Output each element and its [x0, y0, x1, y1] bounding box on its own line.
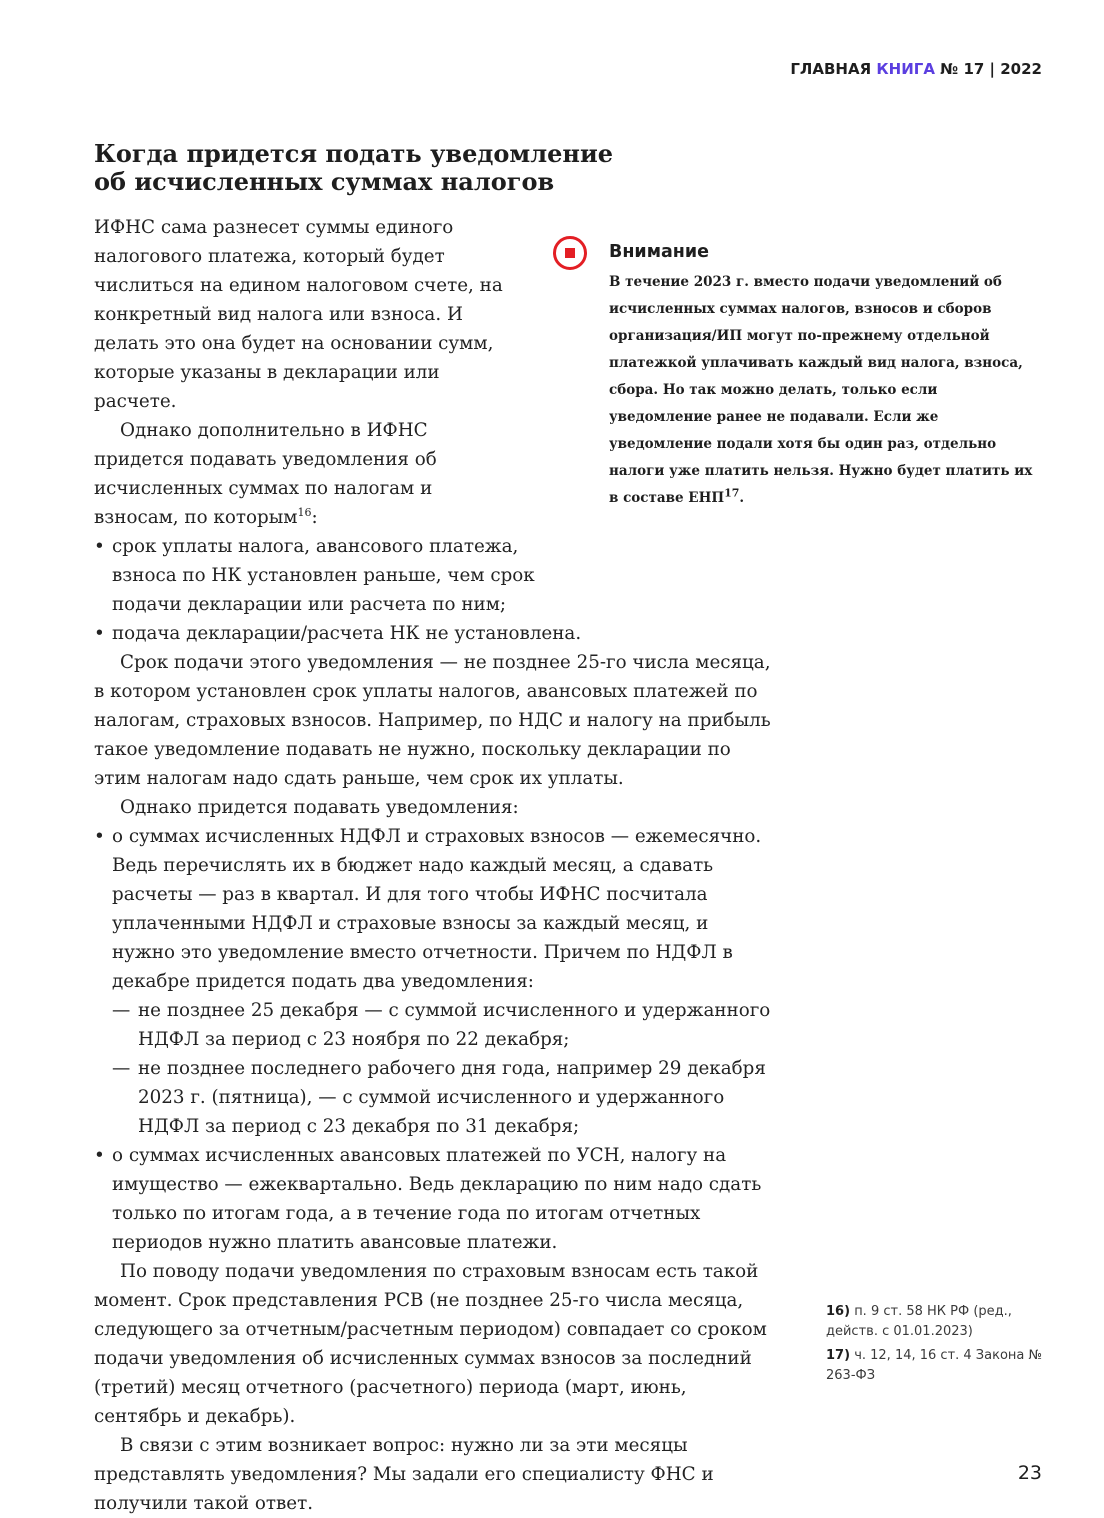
- bullet-text: о суммах исчисленных НДФЛ и страховых взносов — ежемесячно. Ведь перечислять их в бюджет надо каждый месяц, а сдавать расчеты — раз в квартал. И для того чтобы ИФНС посчитала уплаченными НДФЛ и страховые взносы за каждый месяц, и нужно это уведомление вместо отчетности. Причем по НДФЛ в декабре придется подать два уведомления:: [112, 826, 762, 992]
- paragraph-notification: [94, 416, 518, 532]
- bullet-item: [94, 532, 536, 619]
- dash-item: [94, 996, 772, 1054]
- footnote-number: 17): [826, 1348, 851, 1363]
- attention-title: Внимание: [609, 242, 710, 262]
- brand-accent: КНИГА: [876, 60, 935, 78]
- footnote-ref-16: 16: [297, 505, 312, 519]
- bullet-text: срок уплаты налога, авансового платежа, взноса по НК установлен раньше, чем срок подачи декларации или расчета по ним;: [112, 536, 535, 615]
- dash-item: [94, 1054, 772, 1141]
- page-number: 23: [1017, 1462, 1042, 1484]
- dash-text: не позднее последнего рабочего дня года, например 29 декабря 2023 г. (пятница), — с суммой исчисленного и удержанного НДФЛ за период с 23 декабря по 31 декабря;: [138, 1058, 766, 1137]
- paragraph-notification-end: :: [311, 507, 318, 528]
- footnote-text: ч. 12, 14, 16 ст. 4 Закона № 263-ФЗ: [826, 1348, 1043, 1383]
- paragraph-notification-text: Однако дополнительно в ИФНС придется подавать уведомления об исчисленных суммах по налогам и взносам, по которым: [94, 420, 437, 528]
- dash-marker: —: [112, 1058, 131, 1079]
- issue-number: № 17 | 2022: [940, 60, 1042, 78]
- attention-end: .: [739, 490, 745, 506]
- bullet-text: о суммах исчисленных авансовых платежей по УСН, налогу на имущество — ежеквартально. Ведь декларацию по ним надо сдать только по итогам года, а в течение года по итогам отчетных периодов нужно платить авансовые платежи.: [112, 1145, 762, 1253]
- bullet-marker: •: [94, 536, 105, 557]
- paragraph-question: В связи с этим возникает вопрос: нужно ли за эти месяцы представлять уведомления? Мы задали его специалисту ФНС и получили такой ответ.: [94, 1435, 714, 1514]
- attention-body: В течение 2023 г. вместо подачи уведомлений об исчисленных суммах налогов, взносов и сборов организация/ИП могут по-прежнему отдельной платежкой уплачивать каждый вид налога, взноса, сбора. Но так можно делать, только если уведомление ранее не подавали. Если же уведомление подали хотя бы один раз, отдельно налоги уже платить нельзя. Нужно будет платить их в составе ЕНП: [609, 274, 1033, 506]
- footnote-17: [826, 1346, 1056, 1386]
- paragraph-however: Однако придется подавать уведомления:: [120, 797, 519, 818]
- bullet-marker: •: [94, 1145, 105, 1166]
- bullet-item: [94, 619, 772, 648]
- footnote-16: [826, 1302, 1056, 1342]
- footnote-number: 16): [826, 1304, 851, 1319]
- bullet-item: [94, 1141, 772, 1257]
- paragraph-deadline: Срок подачи этого уведомления — не позднее 25-го числа месяца, в котором установлен срок уплаты налогов, авансовых платежей по налогам, страховых взносов. Например, по НДС и налогу на прибыль такое уведомление подавать не нужно, поскольку декларации по этим налогам надо сдать раньше, чем срок их уплаты.: [94, 652, 771, 789]
- attention-stop-icon: [553, 236, 587, 270]
- bullet-marker: •: [94, 623, 105, 644]
- bullet-text: подача декларации/расчета НК не установлена.: [112, 623, 582, 644]
- paragraph-intro: ИФНС сама разнесет суммы единого налогового платежа, который будет числиться на едином налоговом счете, на конкретный вид налога или взноса. И делать это она будет на основании сумм, которые указаны в декларации или расчете.: [94, 217, 503, 412]
- section-title: Когда придется подать уведомление об исчисленных суммах налогов: [94, 139, 614, 196]
- bullet-marker: •: [94, 826, 105, 847]
- footnote-ref-17: 17: [724, 486, 740, 500]
- running-header: [790, 60, 1042, 78]
- bullet-item: [94, 822, 772, 996]
- attention-text: [609, 269, 1037, 512]
- dash-marker: —: [112, 1000, 131, 1021]
- brand-main: ГЛАВНАЯ: [790, 60, 872, 78]
- paragraph-insurance: По поводу подачи уведомления по страховым взносам есть такой момент. Срок представления РСВ (не позднее 25-го числа месяца, следующего за отчетным/расчетным периодом) совпадает со сроком подачи уведомления об исчисленных суммах взносов за последний (третий) месяц отчетного (расчетного) периода (март, июнь, сентябрь и декабрь).: [94, 1261, 767, 1427]
- footnotes: [826, 1302, 1056, 1386]
- footnote-text: п. 9 ст. 58 НК РФ (ред., действ. с 01.01.2023): [826, 1304, 1012, 1339]
- dash-text: не позднее 25 декабря — с суммой исчисленного и удержанного НДФЛ за период с 23 ноября по 22 декабря;: [138, 1000, 771, 1050]
